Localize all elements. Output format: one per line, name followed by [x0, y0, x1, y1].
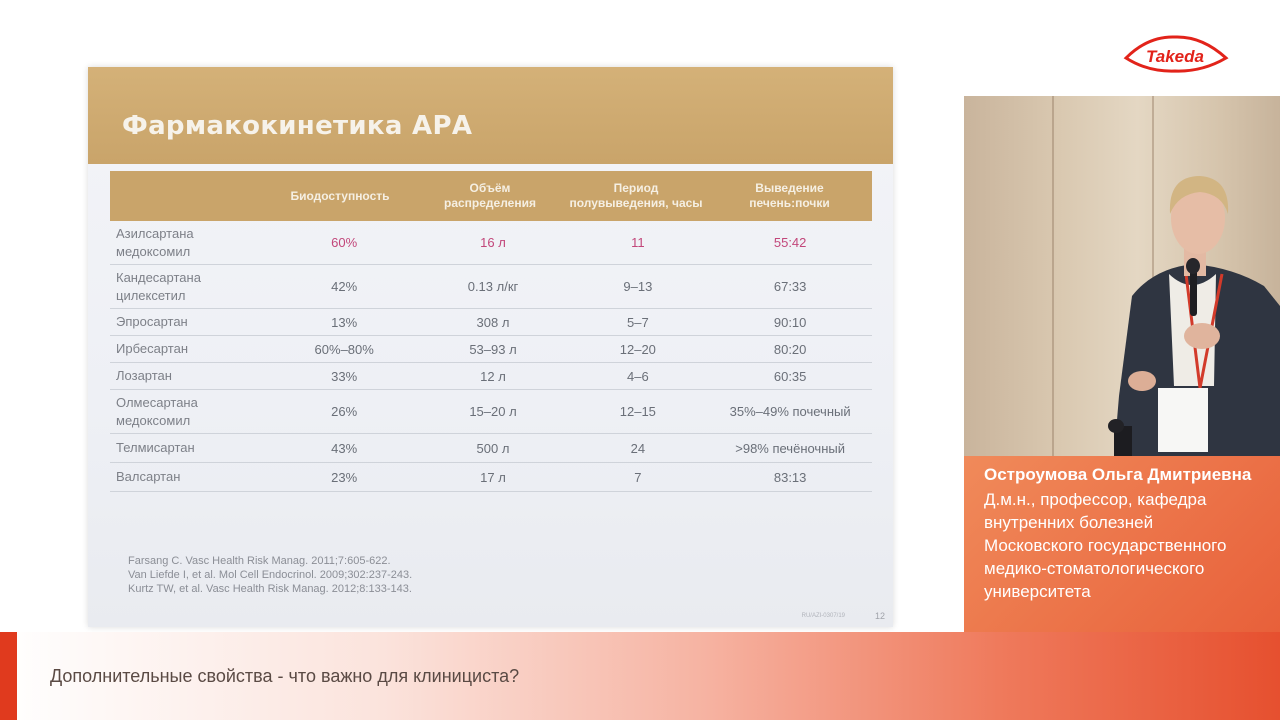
half-life-cell: 4–6 [626, 368, 649, 384]
bioavailability-cell: 23% [331, 469, 358, 485]
col-header-excretion: Выведение печень:почки [749, 181, 830, 210]
bioavailability-cell: 42% [331, 279, 358, 294]
volume-cell: 308 л [476, 314, 510, 330]
half-life-cell: 12–15 [619, 404, 656, 419]
half-life-cell: 5–7 [626, 314, 649, 330]
reference-item: Kurtz TW, et al. Vasc Health Risk Manag. 2012;8:133-143. [128, 583, 412, 595]
slide-code: RU/AZI-0307/19 [801, 613, 845, 619]
table-row [110, 221, 872, 265]
slide-title: Фармакокинетика АРА [122, 111, 473, 141]
speaker-name: Остроумова Ольга Дмитриевна [984, 465, 1252, 484]
drug-name: Азилсартана медоксомил [116, 225, 194, 259]
bioavailability-cell: 26% [331, 404, 358, 419]
excretion-cell: 60:35 [773, 368, 807, 384]
speaker-figure [964, 96, 1280, 456]
speaker-credential-line: университета [984, 582, 1091, 601]
bioavailability-cell: 33% [331, 368, 358, 384]
table-row [110, 363, 872, 390]
half-life-cell: 9–13 [623, 279, 653, 294]
drug-name: Валсартан [116, 469, 181, 484]
excretion-cell: 67:33 [773, 279, 807, 294]
excretion-cell: 83:13 [773, 469, 807, 485]
bioavailability-cell: 60% [331, 235, 358, 250]
col-header-bioavailability: Биодоступность [290, 188, 390, 203]
excretion-cell: 90:10 [773, 314, 807, 330]
half-life-cell: 11 [631, 235, 645, 250]
banner-accent-bar [0, 632, 17, 720]
speaker-video [964, 96, 1280, 456]
bioavailability-cell: 13% [331, 314, 358, 330]
drug-name: Лозартан [116, 368, 172, 383]
speaker-credential-line: внутренних болезней [984, 513, 1154, 532]
excretion-cell: >98% печёночный [735, 440, 845, 456]
bioavailability-cell: 43% [331, 440, 358, 456]
presentation-slide [88, 67, 893, 627]
drug-name: Телмисартан [116, 440, 195, 455]
table-row [110, 434, 872, 463]
logo-text: Takeda [1146, 47, 1204, 66]
drug-name: Олмесартана медоксомил [116, 394, 198, 428]
table-row [110, 336, 872, 363]
reference-item: Van Liefde I, et al. Mol Cell Endocrinol. 2009;302:237-243. [128, 569, 413, 581]
table-row [110, 309, 872, 336]
drug-name: Ирбесартан [116, 341, 188, 356]
volume-cell: 0.13 л/кг [467, 279, 519, 294]
speaker-credential-line: Московского государственного [984, 536, 1227, 555]
half-life-cell: 24 [630, 440, 646, 456]
table-row [110, 390, 872, 434]
volume-cell: 16 л [480, 235, 506, 250]
pharmacokinetics-table [110, 171, 872, 492]
volume-cell: 53–93 л [469, 341, 517, 357]
excretion-cell: 80:20 [773, 341, 807, 357]
table-row [110, 463, 872, 492]
excretion-cell: 55:42 [773, 235, 807, 250]
slide-page-number: 12 [874, 611, 885, 621]
topic-banner [0, 632, 1280, 720]
volume-cell: 12 л [480, 368, 506, 384]
col-header-volume: Объём распределения [444, 181, 536, 210]
excretion-cell: 35%–49% почечный [729, 404, 851, 419]
table-header [110, 171, 872, 221]
table-row [110, 265, 872, 309]
topic-title: Дополнительные свойства - что важно для клинициста? [50, 666, 520, 686]
speaker-caption [964, 456, 1280, 632]
speaker-credential-line: Д.м.н., профессор, кафедра [984, 490, 1207, 509]
references [128, 554, 412, 596]
half-life-cell: 12–20 [619, 341, 656, 357]
volume-cell: 17 л [480, 469, 506, 485]
takeda-logo [1118, 34, 1232, 74]
volume-cell: 500 л [476, 440, 510, 456]
slide-header [88, 67, 893, 164]
speaker-credentials [984, 488, 1274, 603]
reference-item: Farsang C. Vasc Health Risk Manag. 2011;7:605-622. [128, 555, 391, 567]
drug-name: Эпросартан [116, 314, 188, 329]
col-header-half-life: Период полувыведения, часы [569, 181, 703, 210]
speaker-credential-line: медико-стоматологического [984, 559, 1205, 578]
half-life-cell: 7 [634, 469, 642, 485]
volume-cell: 15–20 л [469, 404, 517, 419]
bioavailability-cell: 60%–80% [314, 341, 374, 357]
drug-name: Кандесартана цилексетил [116, 269, 201, 303]
